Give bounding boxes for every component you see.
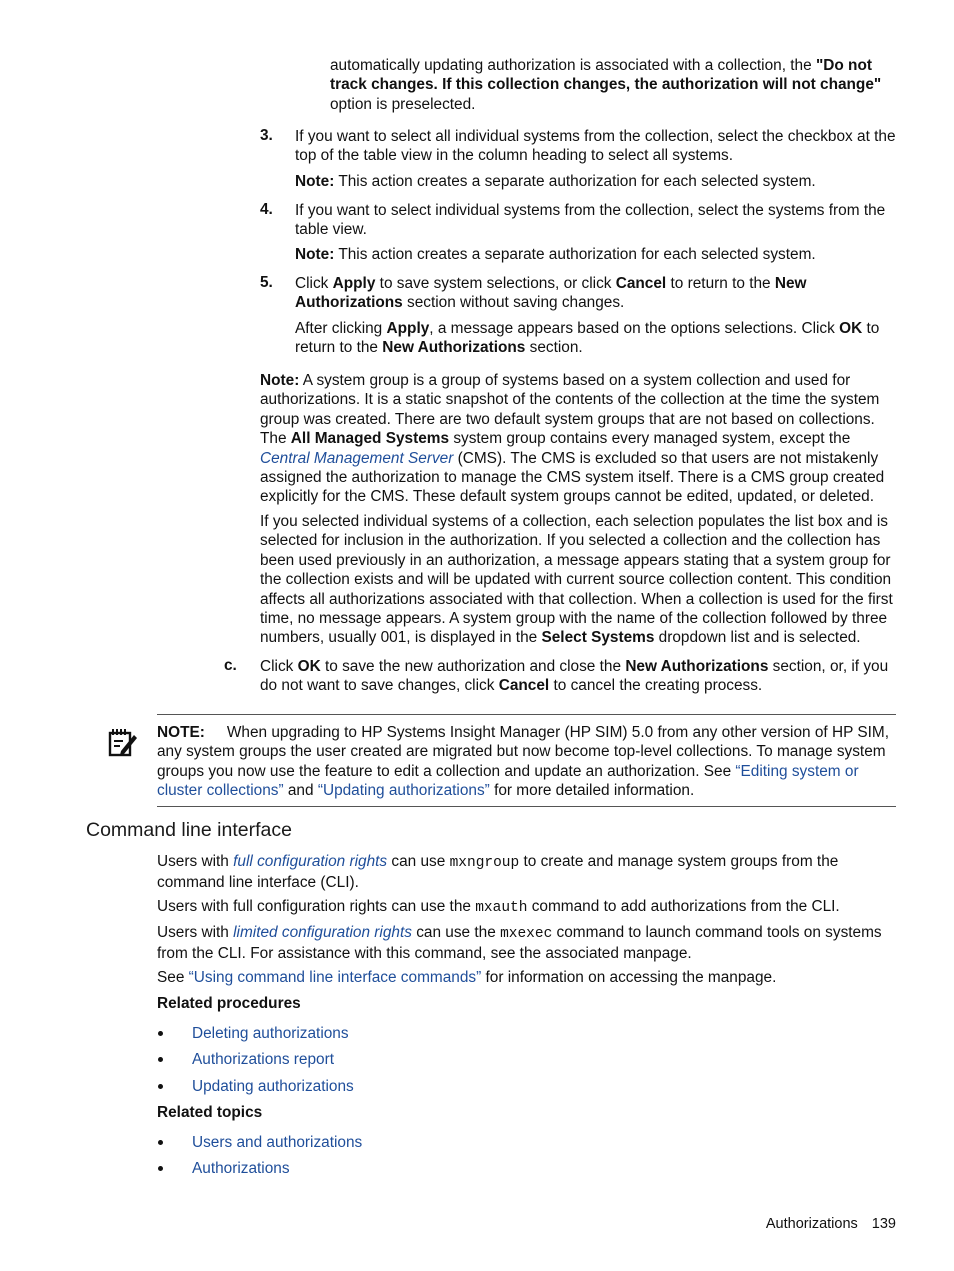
step-3-text: If you want to select all individual systems from the collection, select the checkbox at the top of the table view in the column heading to select all systems.	[295, 128, 896, 165]
step-4-number: 4.	[260, 201, 273, 218]
authorizations-report-link[interactable]: Authorizations report	[192, 1051, 335, 1068]
system-group-note: Note: A system group is a group of systems based on a system collection and used for authorizations. It is a static snapshot of the contents of the collection at the time the system group was created. There are two default system groups that are not based on collections. The All Managed Systems system group contains every managed system, except the Central Management Server (CMS). The CMS is excluded so that users are not mistakenly assigned the authorization to manage the CMS system itself. There is a CMS group created explicitly for the CMS. These default system groups cannot be edited, updated, or deleted.	[260, 372, 885, 506]
note-pad-icon	[107, 727, 139, 759]
editing-collections-link[interactable]: “Editing system or cluster collections”	[157, 762, 859, 800]
note-box-text: NOTE: When upgrading to HP Systems Insight Manager (HP SIM) 5.0 from any other version of HP SIM, any system groups the user created are migrated but now become top-level collections. To manage system groups you now use the feature to edit a collection and update an authorization. See “Editing system or cluster collections” and “Updating authorizations” for more detailed information.	[157, 724, 889, 800]
central-management-server-link[interactable]: Central Management Server	[260, 449, 454, 467]
using-cli-commands-link[interactable]: “Using command line interface commands”	[188, 969, 482, 986]
step-3-note: Note: This action creates a separate authorization for each selected system.	[295, 173, 816, 190]
page-footer	[766, 1216, 896, 1232]
bullet	[158, 1084, 163, 1089]
collection-paragraph: If you selected individual systems of a collection, each selection populates the list box and is selected for inclusion in the authorization. If you selected a collection and the collection has been used previously in an authorization, a message appears stating that a system group for the collection exists and will be updated with current source collection content. This condition affects all authorizations associated with that collection. When a collection is used for the first time, no message appears. A system group with the name of the collection followed by three numbers, usually 001, is displayed in the Select Systems dropdown list and is selected.	[260, 513, 893, 647]
updating-authorizations-link[interactable]: “Updating authorizations”	[317, 782, 490, 800]
step-3-number: 3.	[260, 127, 273, 144]
bullet	[158, 1166, 163, 1171]
users-and-authorizations-link[interactable]: Users and authorizations	[192, 1134, 363, 1151]
cli-paragraph-3: Users with limited configuration rights can use the mxexec command to launch command tools on systems from the CLI. For assistance with this command, see the associated manpage.	[157, 924, 882, 963]
cli-paragraph-4: See “Using command line interface commands” for information on accessing the manpage.	[157, 969, 777, 986]
note-top-rule	[157, 714, 896, 715]
limited-configuration-rights-link[interactable]: limited configuration rights	[233, 924, 412, 941]
intro-paragraph: automatically updating authorization is associated with a collection, the "Do not track changes. If this collection changes, the authorization will not change" option is preselected.	[330, 57, 882, 113]
step-4-note: Note: This action creates a separate authorization for each selected system.	[295, 246, 816, 263]
mxngroup-code: mxngroup	[449, 855, 520, 871]
step-5-text: Click Apply to save system selections, or click Cancel to return to the New Authorizations section without saving changes.	[295, 275, 807, 312]
footer-section: Authorizations	[765, 1216, 858, 1232]
mxauth-code: mxauth	[475, 900, 528, 916]
step-5-number: 5.	[260, 274, 273, 291]
related-topics-heading: Related topics	[157, 1104, 263, 1121]
related-procedures-heading: Related procedures	[157, 995, 301, 1012]
cli-paragraph-2: Users with full configuration rights can use the mxauth command to add authorizations from the CLI.	[157, 898, 840, 916]
step-c-text: Click OK to save the new authorization and close the New Authorizations section, or, if you do not want to save changes, click Cancel to cancel the creating process.	[260, 658, 889, 695]
full-configuration-rights-link[interactable]: full configuration rights	[233, 853, 388, 870]
step-5-after-apply: After clicking Apply, a message appears based on the options selections. Click OK to return to the New Authorizations section.	[295, 320, 880, 357]
step-4-text: If you want to select individual systems from the collection, select the systems from the table view.	[295, 202, 886, 239]
mxexec-code: mxexec	[500, 926, 553, 942]
page-number: 139	[871, 1216, 896, 1232]
deleting-authorizations-link[interactable]: Deleting authorizations	[192, 1025, 349, 1042]
step-c-label: c.	[224, 657, 237, 674]
updating-authorizations-list-link[interactable]: Updating authorizations	[192, 1078, 354, 1095]
cli-paragraph-1: Users with full configuration rights can use mxngroup to create and manage system groups from the command line interface (CLI).	[157, 853, 839, 892]
bullet	[158, 1031, 163, 1036]
bullet	[158, 1057, 163, 1062]
note-bottom-rule	[157, 806, 896, 807]
bullet	[158, 1140, 163, 1145]
authorizations-link[interactable]: Authorizations	[192, 1160, 290, 1177]
note-label: NOTE:	[157, 724, 205, 741]
cli-heading: Command line interface	[86, 819, 292, 841]
